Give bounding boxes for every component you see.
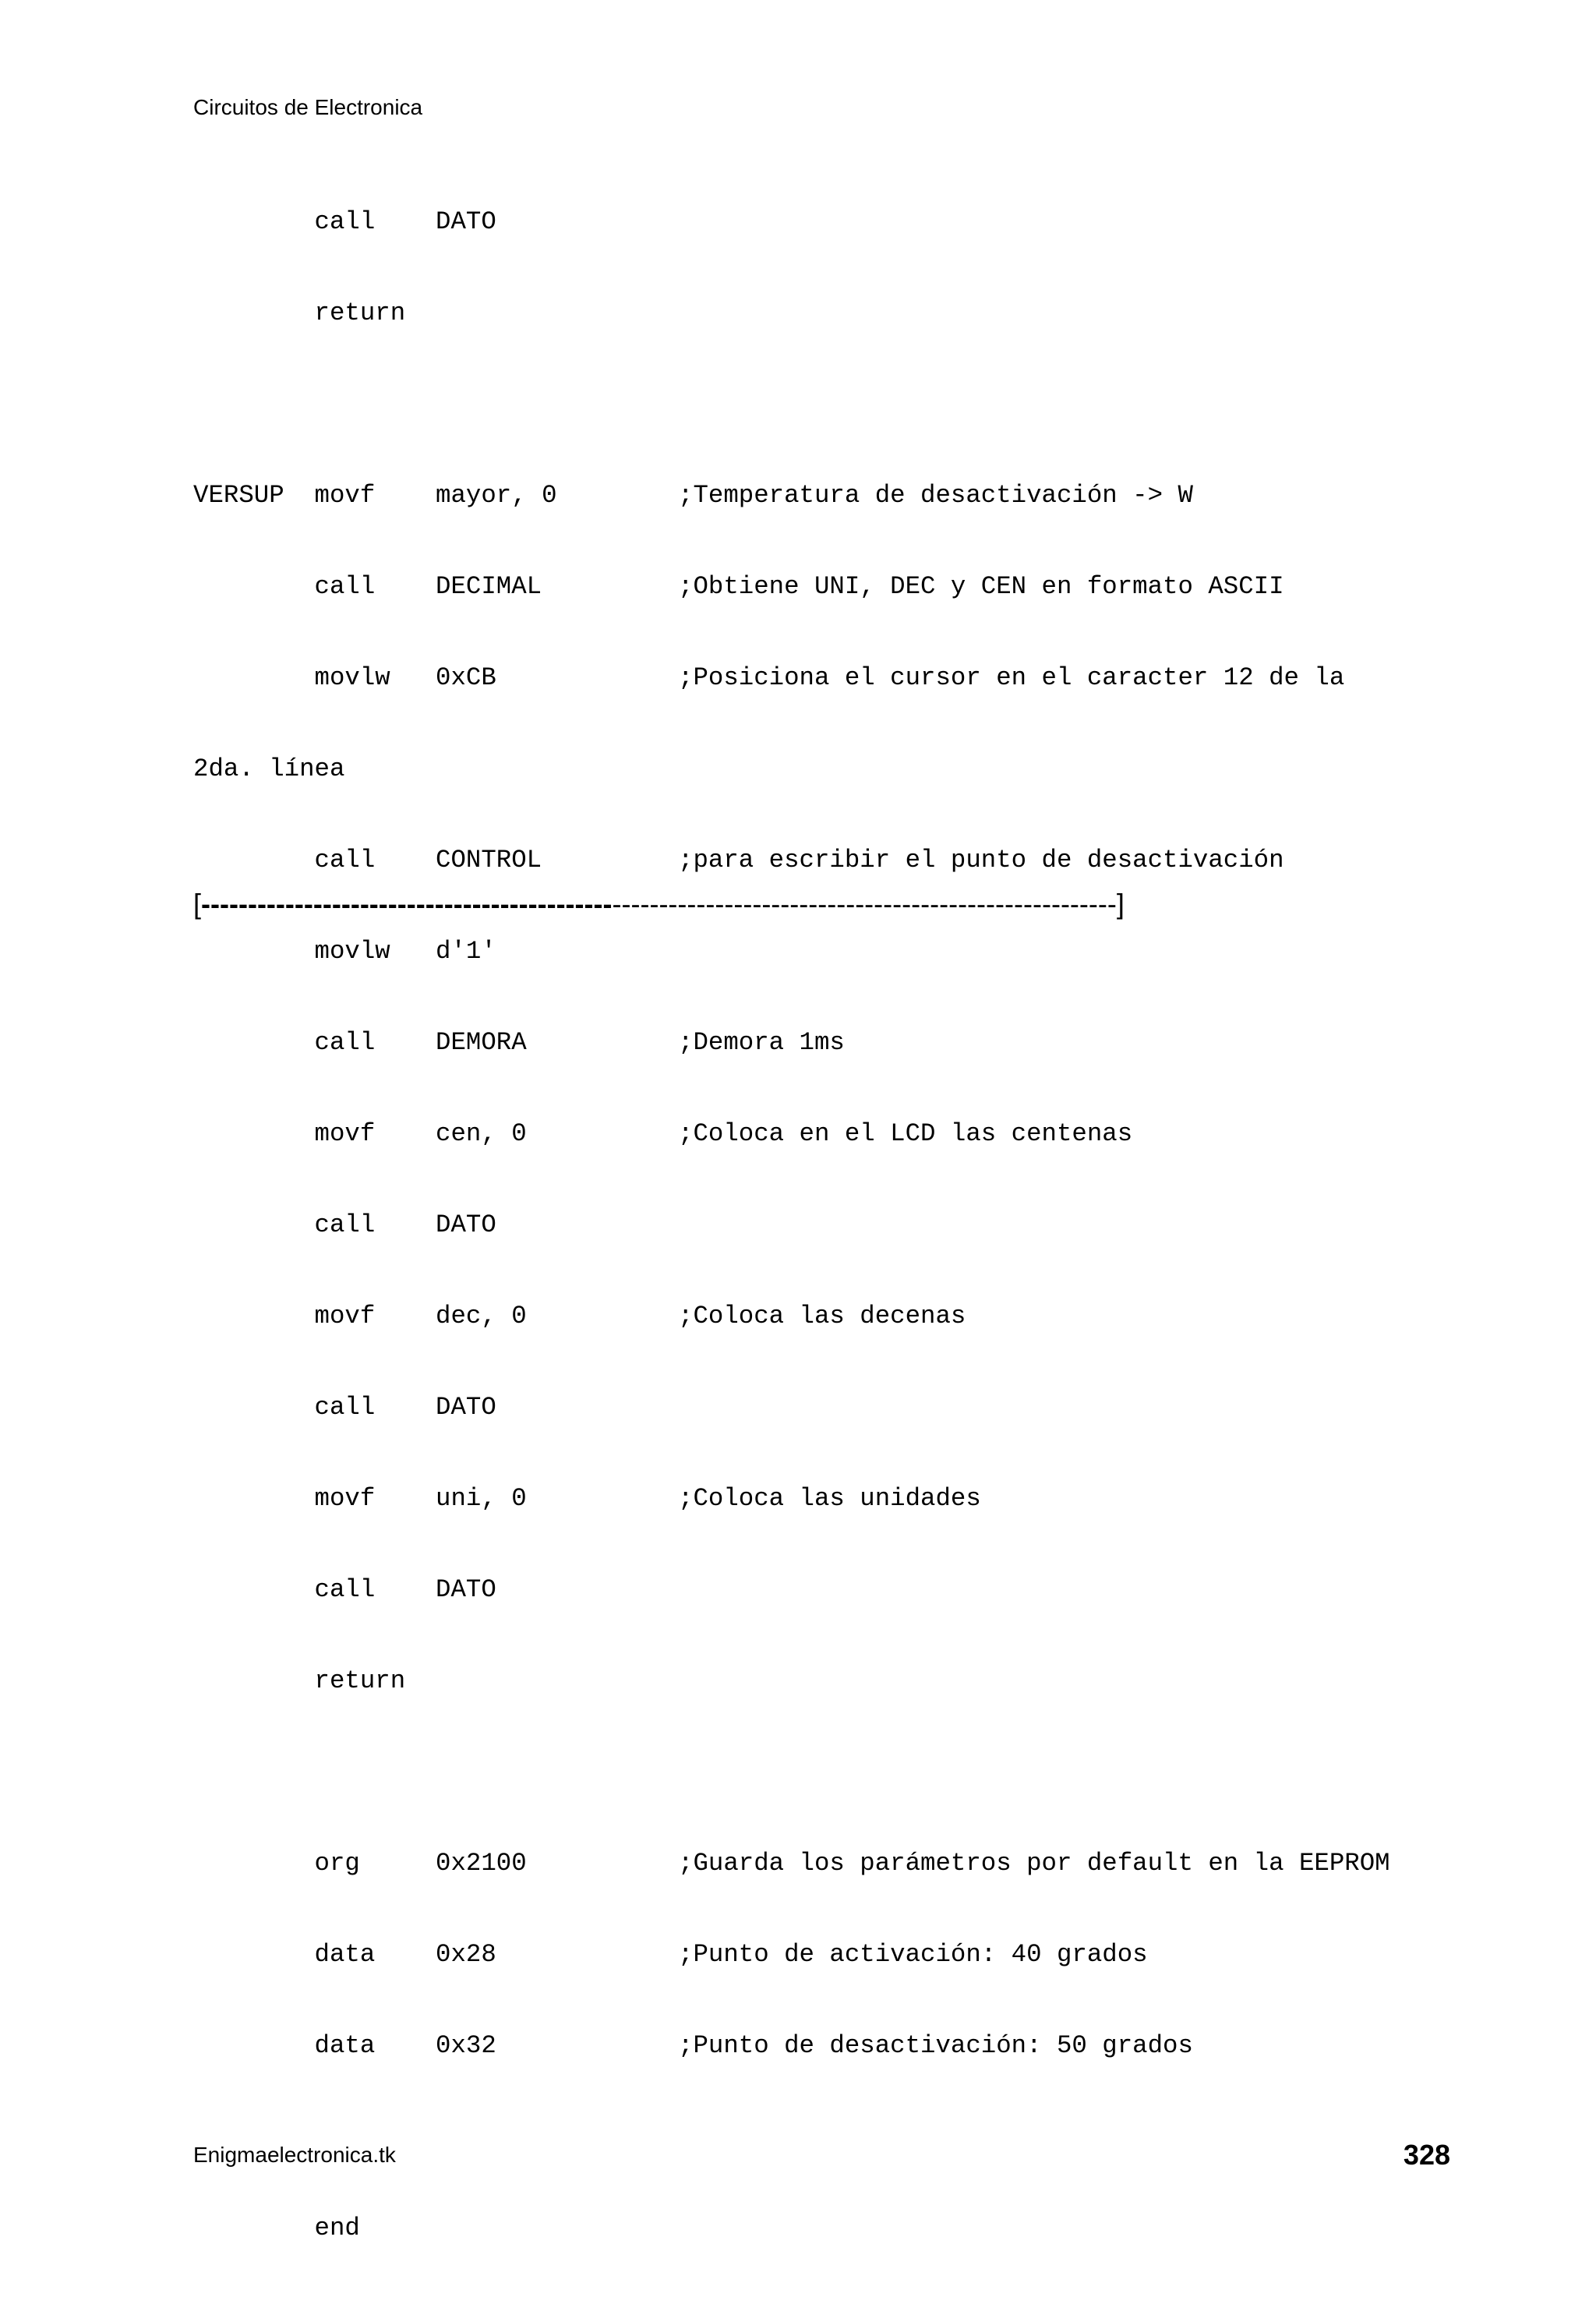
code-line: data 0x28 ;Punto de activación: 40 grados bbox=[193, 1940, 1148, 1969]
code-line: data 0x32 ;Punto de desactivación: 50 grados bbox=[193, 2031, 1193, 2060]
code-line bbox=[193, 389, 1487, 419]
code-line: call DECIMAL ;Obtiene UNI, DEC y CEN en formato ASCII bbox=[193, 572, 1284, 601]
code-line: movlw 0xCB ;Posiciona el cursor en el caracter 12 de la bbox=[193, 663, 1345, 692]
code-line: org 0x2100 ;Guarda los parámetros por default en la EEPROM bbox=[193, 1849, 1390, 1878]
code-line: end bbox=[193, 2214, 360, 2242]
separator-open-bracket: [ bbox=[193, 888, 202, 920]
code-line: call CONTROL ;para escribir el punto de desactivación bbox=[193, 846, 1284, 875]
code-line: return bbox=[193, 299, 406, 327]
code-line: call DATO bbox=[193, 1575, 496, 1604]
separator-normal-dashes: ------------------------------------------------------ bbox=[612, 888, 1117, 920]
code-line: call DATO bbox=[193, 207, 496, 236]
code-line: movlw d'1' bbox=[193, 937, 496, 966]
code-line: call DEMORA ;Demora 1ms bbox=[193, 1028, 845, 1057]
code-line: VERSUP movf mayor, 0 ;Temperatura de desactivación -> W bbox=[193, 481, 1193, 510]
code-line: movf uni, 0 ;Coloca las unidades bbox=[193, 1484, 981, 1513]
footer-site: Enigmaelectronica.tk bbox=[193, 2143, 396, 2167]
code-line: return bbox=[193, 1666, 406, 1695]
separator-bold-dashes: -------------------------------------------- bbox=[201, 888, 613, 920]
section-separator bbox=[193, 887, 1125, 921]
separator-close-bracket: ] bbox=[1116, 888, 1125, 920]
assembly-code-listing bbox=[193, 146, 1487, 2304]
code-line: movf dec, 0 ;Coloca las decenas bbox=[193, 1302, 966, 1330]
code-line: call DATO bbox=[193, 1393, 496, 1422]
page-number: 328 bbox=[1403, 2139, 1450, 2171]
code-line: movf cen, 0 ;Coloca en el LCD las centenas bbox=[193, 1119, 1133, 1148]
code-line bbox=[193, 1757, 1487, 1787]
code-line: 2da. línea bbox=[193, 754, 345, 783]
page-header: Circuitos de Electronica bbox=[193, 95, 423, 119]
code-line: call DATO bbox=[193, 1210, 496, 1239]
